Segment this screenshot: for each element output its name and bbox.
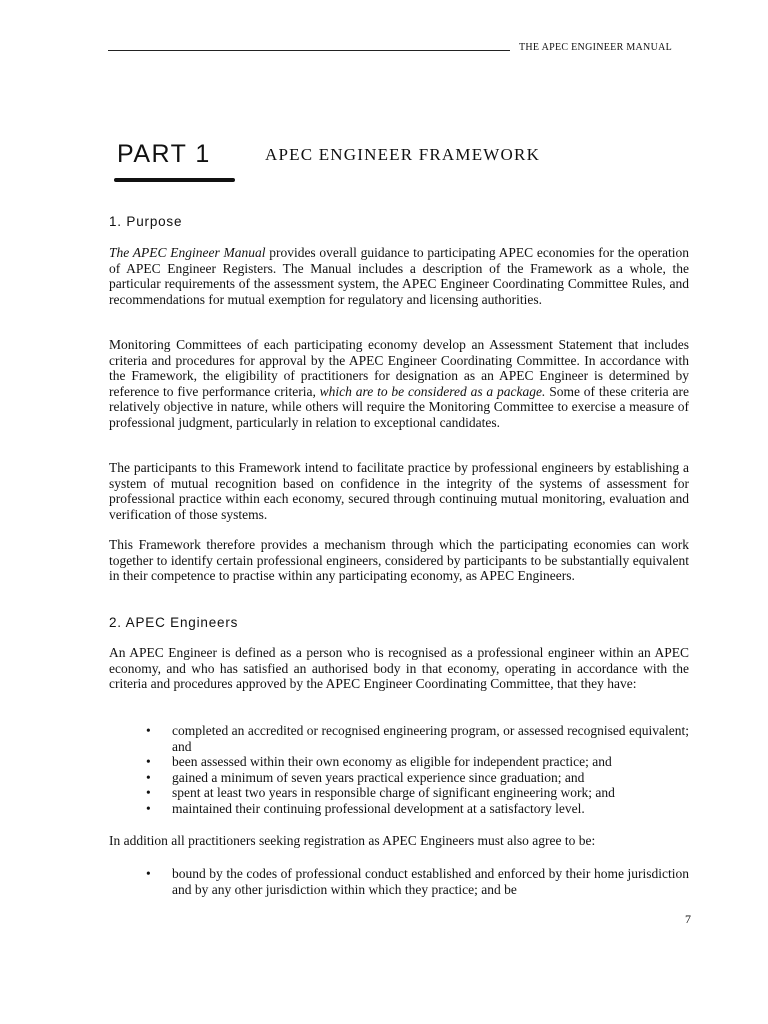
purpose-paragraph-3: The participants to this Framework intend to facilitate practice by professional engineers by establishing a system of mutual recognition based on confidence in the integrity of the systems of assessment for professional practice within each economy, secured through continuing mutual monitoring, evaluation and verification of those systems. xyxy=(109,460,689,522)
purpose-paragraph-1-text: provides overall guidance to participating APEC economies for the operation of APEC Engineer Registers. The Manual includes a description of the Framework as a whole, the particular requirements of the assessment system, the APEC Engineer Coordinating Committee Rules, and recommendations for mutual exemption for regulatory and licensing authorities. xyxy=(109,245,689,307)
purpose-paragraph-2-text: Monitoring Committees of each participating economy develop an Assessment Statement that includes criteria and procedures for approval by the APEC Engineer Coordinating Committee. In accordance with the Framework, the eligibility of practitioners for designation as an APEC Engineer is determined by reference to five performance criteria xyxy=(109,337,689,399)
header-rule xyxy=(108,50,510,51)
bullet-dot-icon: • xyxy=(146,785,151,800)
bullet-dot-icon: • xyxy=(146,866,151,881)
bullet-item xyxy=(109,723,689,754)
part-label: PART 1 xyxy=(117,140,211,168)
package-italic: , which are to be considered as a package. xyxy=(312,383,546,399)
purpose-paragraph-2-end: Some of these criteria are relatively objective in nature, while others will require the Monitoring Committee to exercise a measure of professional judgment, particularly in relation to exceptional candidates. xyxy=(109,383,689,430)
agreement-bullet-list xyxy=(109,866,689,897)
bullet-item xyxy=(109,770,689,786)
page-number: 7 xyxy=(685,912,691,926)
bullet-text: gained a minimum of seven years practical experience since graduation; and xyxy=(172,769,585,785)
bullet-text: bound by the codes of professional conduct established and enforced by their home jurisdiction and by any other jurisdiction within which they practice; and be xyxy=(172,866,689,897)
section-heading-apec-engineers: 2. APEC Engineers xyxy=(109,615,239,630)
bullet-item xyxy=(109,785,689,801)
running-header: THE APEC ENGINEER MANUAL xyxy=(519,42,673,53)
manual-title-italic: The APEC Engineer Manual xyxy=(109,245,266,260)
bullet-item xyxy=(109,754,689,770)
part-title: APEC ENGINEER FRAMEWORK xyxy=(265,145,541,164)
purpose-paragraph-4: This Framework therefore provides a mechanism through which the participating economies can work together to identify certain professional engineers, considered by participants to be substantially equivalent in their competence to practise within any participating economy, as APEC Engineers. xyxy=(109,537,689,583)
bullet-text: maintained their continuing professional development at a satisfactory level. xyxy=(172,800,585,816)
bullet-text: been assessed within their own economy as eligible for independent practice; and xyxy=(172,754,612,769)
purpose-paragraph-1 xyxy=(109,245,689,307)
bullet-dot-icon: • xyxy=(146,800,151,816)
bullet-dot-icon: • xyxy=(146,769,151,785)
section-heading-purpose: 1. Purpose xyxy=(109,214,183,229)
apec-engineers-paragraph-1: An APEC Engineer is defined as a person who is recognised as a professional engineer within an APEC economy, and who has satisfied an authorised body in that economy, operating in accordance with the criteria and procedures approved by the APEC Engineer Coordinating Committee, that they have: xyxy=(109,645,689,691)
bullet-text: spent at least two years in responsible charge of significant engineering work; and xyxy=(172,785,615,800)
bullet-item xyxy=(109,866,689,897)
criteria-bullet-list xyxy=(109,723,689,816)
bullet-text: completed an accredited or recognised engineering program, or assessed recognised equivalent; and xyxy=(172,723,689,754)
bullet-dot-icon: • xyxy=(146,723,151,738)
purpose-paragraph-2 xyxy=(109,337,689,430)
bullet-dot-icon: • xyxy=(146,754,151,769)
apec-engineers-paragraph-2: In addition all practitioners seeking registration as APEC Engineers must also agree to be: xyxy=(109,833,596,848)
part-underline xyxy=(114,178,235,182)
bullet-item xyxy=(109,801,689,817)
